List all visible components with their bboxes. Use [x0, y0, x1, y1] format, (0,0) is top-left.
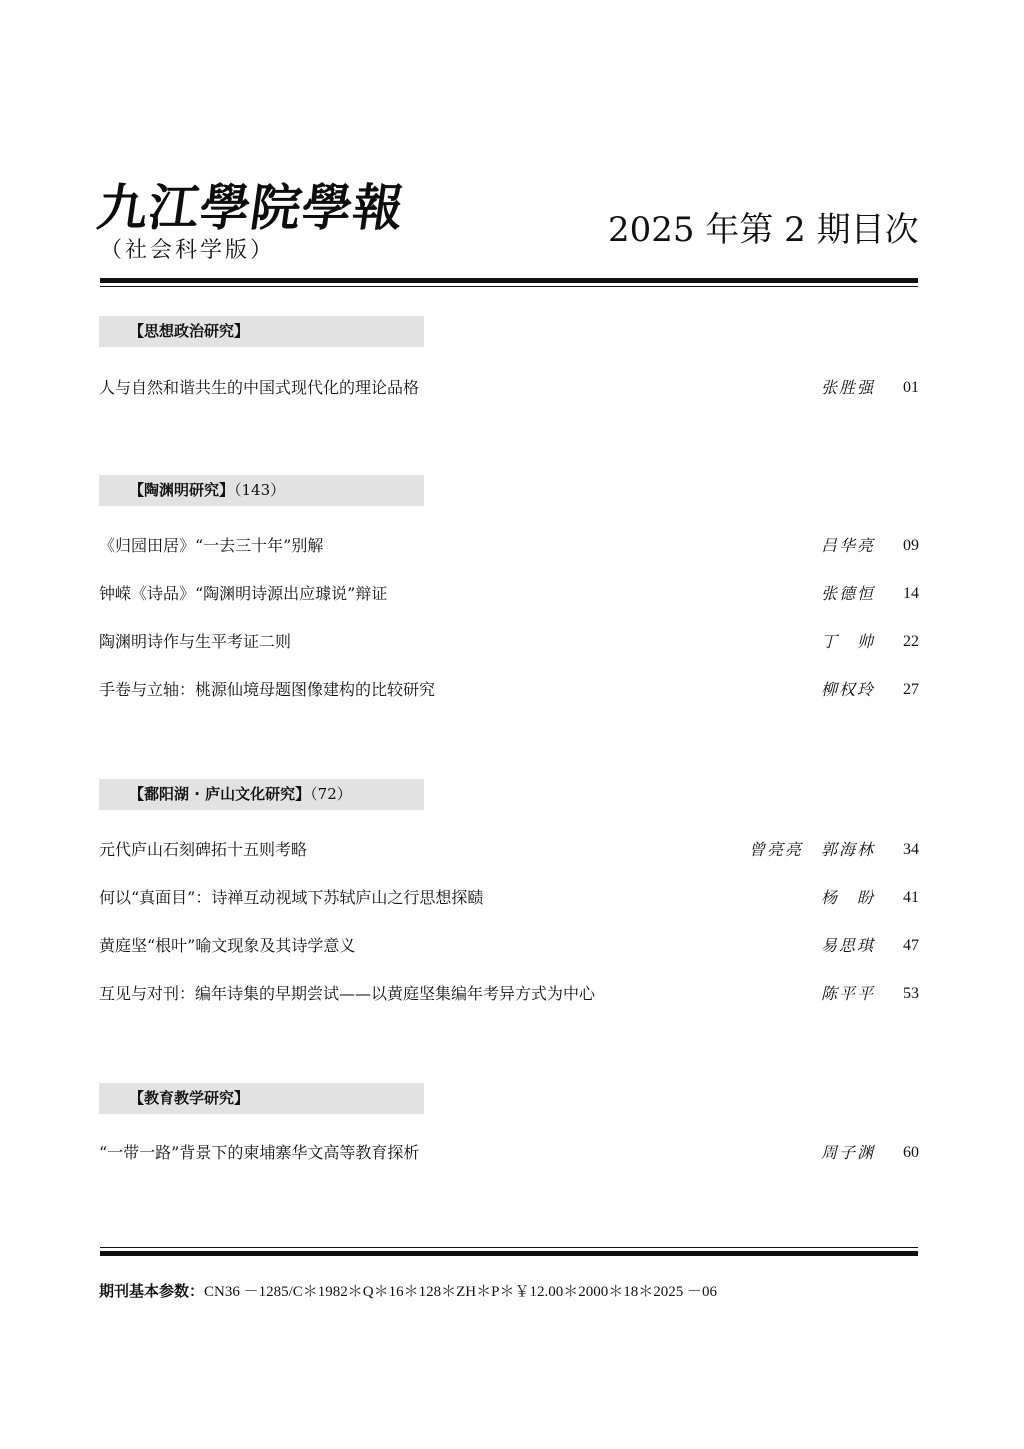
- article-author: 周子渊: [820, 1143, 875, 1162]
- page-number: 60: [903, 1144, 919, 1161]
- article-title: 何以“真面目”：诗禅互动视域下苏轼庐山之行思想探赜: [99, 888, 484, 907]
- header-rule-thick: [100, 278, 918, 283]
- footer-rule-thin: [100, 1247, 918, 1248]
- section-title: 【陶渊明研究】: [129, 481, 235, 499]
- article-author: 丁 帅: [820, 632, 875, 651]
- page-number: 22: [903, 633, 919, 650]
- toc-entry[interactable]: [99, 885, 919, 911]
- toc-entry[interactable]: [99, 677, 919, 703]
- article-author: 张胜强: [820, 378, 875, 397]
- toc-entry[interactable]: [99, 1140, 919, 1166]
- journal-logo-title: 九江學院學報: [93, 178, 409, 237]
- page-number: 27: [903, 681, 919, 698]
- article-title: “一带一路”背景下的柬埔寨华文高等教育探析: [99, 1143, 420, 1162]
- toc-entry[interactable]: [99, 375, 919, 401]
- section-count: （72）: [310, 785, 352, 803]
- article-title: 黄庭坚“根叶”喻文现象及其诗学意义: [99, 936, 356, 955]
- toc-entry[interactable]: [99, 629, 919, 655]
- article-author: 张德恒: [820, 584, 875, 603]
- section-header: [99, 1083, 424, 1114]
- article-title: 陶渊明诗作与生平考证二则: [99, 632, 292, 651]
- toc-entry[interactable]: [99, 533, 919, 559]
- section-count: （143）: [234, 481, 286, 499]
- article-title: 手卷与立轴：桃源仙境母题图像建构的比较研究: [99, 680, 436, 699]
- section-header: [99, 779, 424, 810]
- section-title: 【教育教学研究】: [129, 1089, 250, 1107]
- params-label: 期刊基本参数：: [99, 1282, 205, 1300]
- page-number: 34: [903, 841, 919, 858]
- article-author: 吕华亮: [820, 536, 875, 555]
- section-header: [99, 316, 424, 347]
- article-title: 元代庐山石刻碑拓十五则考略: [99, 840, 308, 859]
- page-number: 47: [903, 937, 919, 954]
- article-title: 《归园田居》“一去三十年”别解: [99, 536, 324, 555]
- page-number: 01: [903, 379, 919, 396]
- article-author: 易思琪: [820, 936, 875, 955]
- journal-parameters: [99, 1279, 717, 1304]
- section-header: [99, 475, 424, 506]
- article-title: 钟嵘《诗品》“陶渊明诗源出应璩说”辩证: [99, 584, 388, 603]
- page-number: 14: [903, 585, 919, 602]
- article-author: 曾亮亮 郭海林: [748, 840, 875, 859]
- article-author: 柳权玲: [820, 680, 875, 699]
- journal-subtitle: （社会科学版）: [100, 238, 276, 263]
- issue-title: 2025 年第 2 期目次: [608, 210, 919, 250]
- page-number: 09: [903, 537, 919, 554]
- article-title: 互见与对刊：编年诗集的早期尝试——以黄庭坚集编年考异方式为中心: [99, 984, 596, 1003]
- article-author: 陈平平: [820, 984, 875, 1003]
- article-author: 杨 盼: [820, 888, 875, 907]
- section-title: 【思想政治研究】: [129, 322, 250, 340]
- toc-entry[interactable]: [99, 581, 919, 607]
- toc-entry[interactable]: [99, 933, 919, 959]
- params-value: CN36 －1285/C＊1982＊Q＊16＊128＊ZH＊P＊￥12.00＊2000＊18＊2025 －06: [204, 1284, 717, 1300]
- toc-entry[interactable]: [99, 981, 919, 1007]
- footer-rule-thick: [100, 1251, 918, 1256]
- toc-entry[interactable]: [99, 837, 919, 863]
- article-title: 人与自然和谐共生的中国式现代化的理论品格: [99, 378, 420, 397]
- section-title: 【鄱阳湖 · 庐山文化研究】: [129, 785, 311, 803]
- page-number: 41: [903, 889, 919, 906]
- header-rule-thin: [100, 286, 918, 287]
- page-number: 53: [903, 985, 919, 1002]
